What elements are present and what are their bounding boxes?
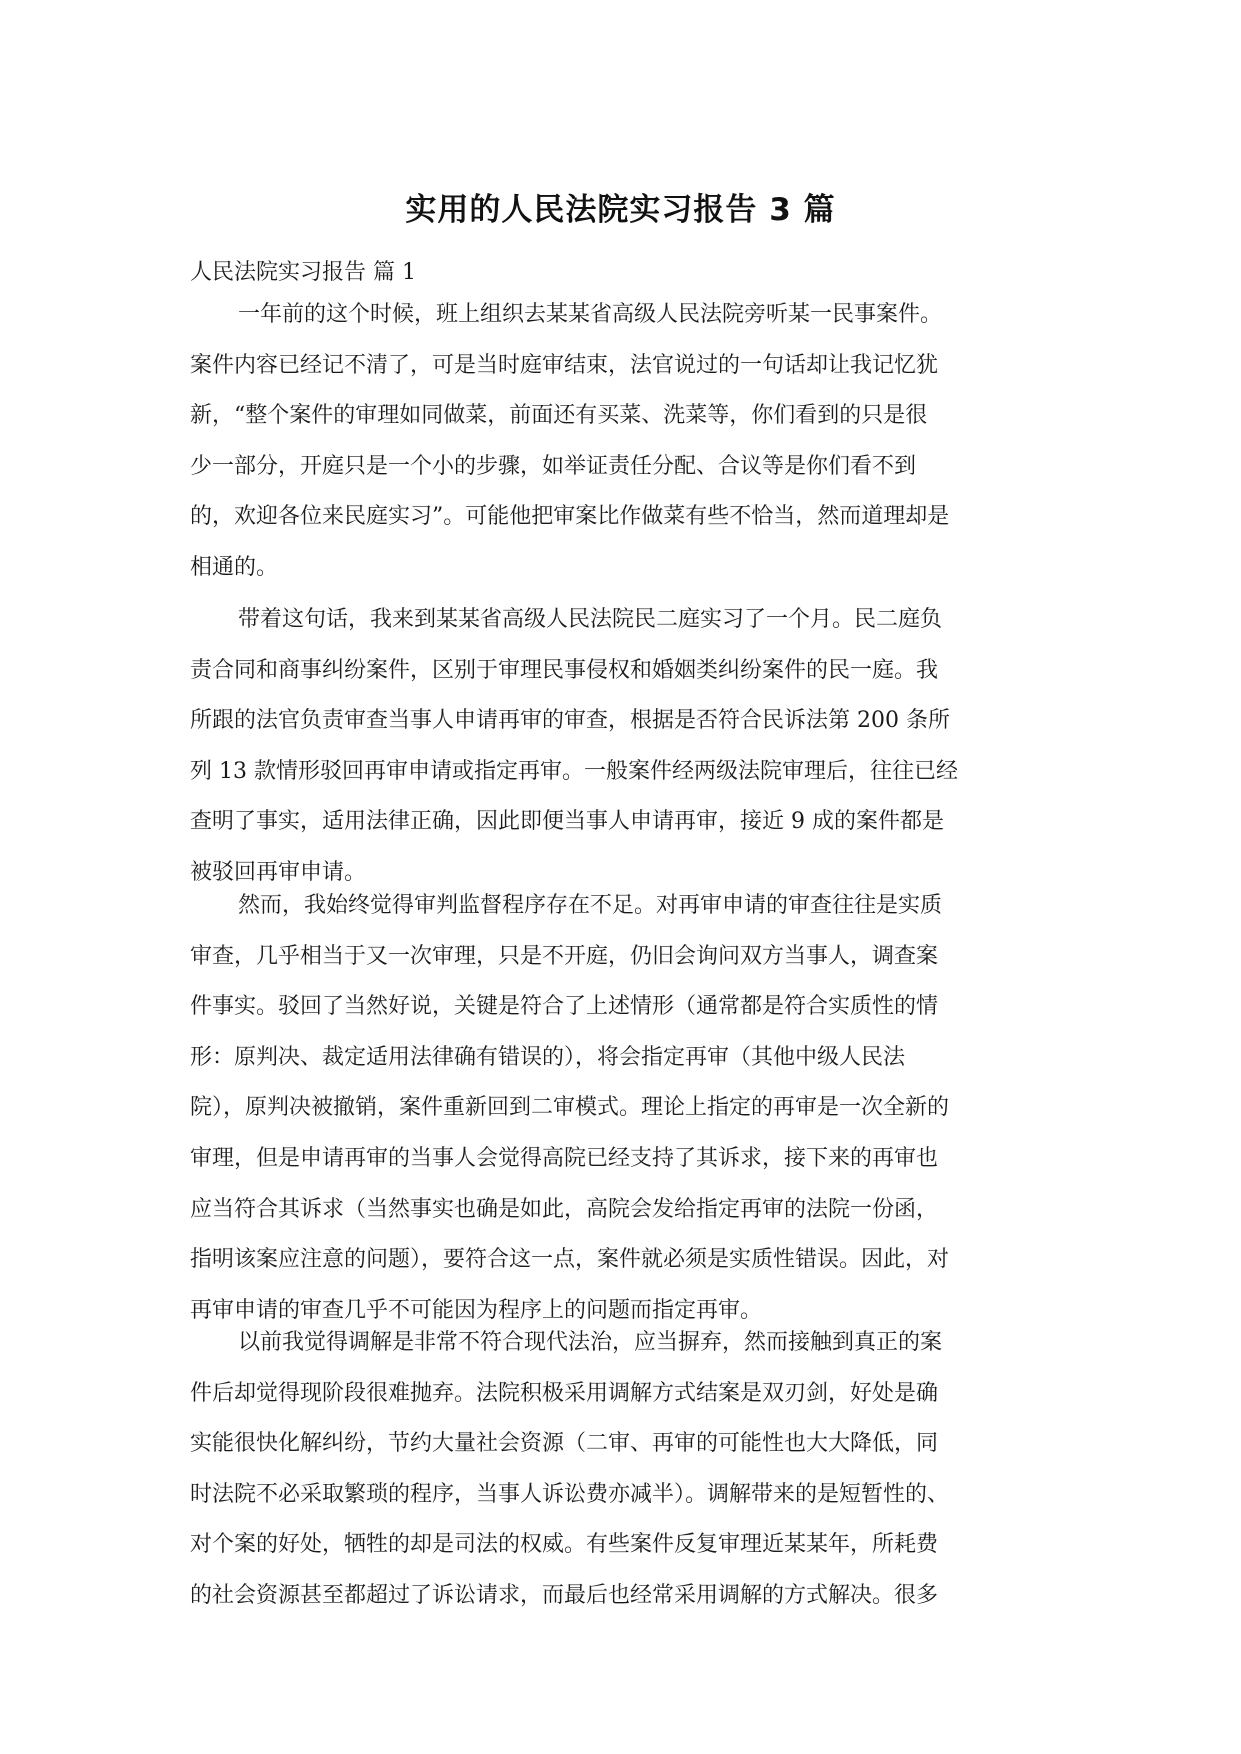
document-title: 实用的人民法院实习报告 3 篇 <box>405 192 836 228</box>
paragraph-line: 院），原判决被撤销，案件重新回到二审模式。理论上指定的再审是一次全新的 <box>190 1095 950 1121</box>
paragraph-line: 件后却觉得现阶段很难抛弃。法院积极采用调解方式结案是双刃剑，好处是确 <box>190 1380 939 1406</box>
paragraph-3 <box>190 881 1060 1336</box>
paragraph-line: 责合同和商事纠纷案件，区别于审理民事侵权和婚姻类纠纷案件的民一庭。我 <box>190 657 939 683</box>
paragraph-line: 查明了事实，适用法律正确，因此即便当事人申请再审，接近 9 成的案件都是 <box>190 809 944 835</box>
paragraph-4 <box>190 1318 1060 1622</box>
paragraph-2 <box>190 595 1060 899</box>
paragraph-line: 审理，但是申请再审的当事人会觉得高院已经支持了其诉求，接下来的再审也 <box>190 1145 939 1171</box>
paragraph-line: 应当符合其诉求（当然事实也确是如此，高院会发给指定再审的法院一份函， <box>190 1196 939 1222</box>
section-heading: 人民法院实习报告 篇 1 <box>190 260 416 285</box>
paragraph-line: 件事实。驳回了当然好说，关键是符合了上述情形（通常都是符合实质性的情 <box>190 994 939 1020</box>
paragraph-line: 一年前的这个时候，班上组织去某某省高级人民法院旁听某一民事案件。 <box>238 302 943 327</box>
paragraph-line: 带着这句话，我来到某某省高级人民法院民二庭实习了一个月。民二庭负 <box>238 607 943 632</box>
paragraph-line: 再审申请的审查几乎不可能因为程序上的问题而指定再审。 <box>190 1297 763 1323</box>
paragraph-line: 所跟的法官负责审查当事人申请再审的审查，根据是否符合民诉法第 200 条所 <box>190 708 950 734</box>
paragraph-line: 被驳回再审申请。 <box>190 859 367 885</box>
paragraph-line: 形：原判决、裁定适用法律确有错误的），将会指定再审（其他中级人民法 <box>190 1044 906 1070</box>
paragraph-line: 案件内容已经记不清了，可是当时庭审结束，法官说过的一句话却让我记忆犹 <box>190 352 939 378</box>
paragraph-line: 少一部分，开庭只是一个小的步骤，如举证责任分配、合议等是你们看不到 <box>190 453 917 479</box>
paragraph-line: 指明该案应注意的问题），要符合这一点，案件就必须是实质性错误。因此，对 <box>190 1247 950 1273</box>
paragraph-line: 列 13 款情形驳回再审申请或指定再审。一般案件经两级法院审理后，往往已经 <box>190 758 958 784</box>
paragraph-line: 对个案的好处，牺牲的却是司法的权威。有些案件反复审理近某某年，所耗费 <box>190 1532 939 1558</box>
paragraph-line: 时法院不必采取繁琐的程序，当事人诉讼费亦减半）。调解带来的是短暂性的、 <box>190 1481 950 1507</box>
paragraph-line: 的社会资源甚至都超过了诉讼请求，而最后也经常采用调解的方式解决。很多 <box>190 1582 939 1608</box>
paragraph-line: 以前我觉得调解是非常不符合现代法治，应当摒弃，然而接触到真正的案 <box>238 1330 943 1355</box>
paragraph-line: 实能很快化解纠纷，节约大量社会资源（二审、再审的可能性也大大降低，同 <box>190 1431 939 1457</box>
paragraph-line: 的，欢迎各位来民庭实习”。可能他把审案比作做菜有些不恰当，然而道理却是 <box>190 504 950 530</box>
paragraph-line: 相通的。 <box>190 554 279 580</box>
paragraph-1 <box>190 290 1060 594</box>
paragraph-line: 新，“整个案件的审理如同做菜，前面还有买菜、洗菜等，你们看到的只是很 <box>190 403 928 429</box>
paragraph-line: 然而，我始终觉得审判监督程序存在不足。对再审申请的审查往往是实质 <box>238 893 943 918</box>
paragraph-line: 审查，几乎相当于又一次审理，只是不开庭，仍旧会询问双方当事人，调查案 <box>190 943 939 969</box>
